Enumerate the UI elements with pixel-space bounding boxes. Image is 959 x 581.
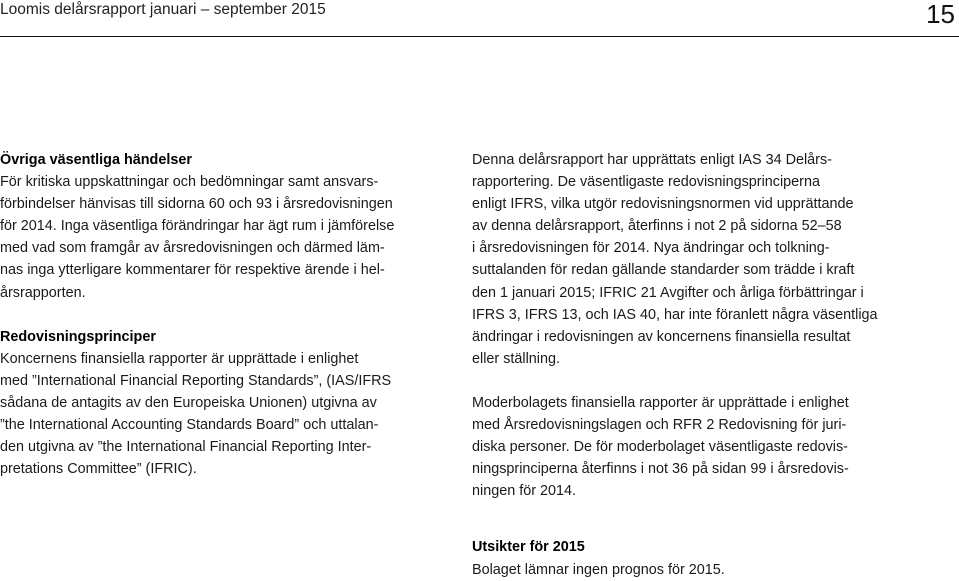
body-text-line: ningsprinciperna återfinns i not 36 på sidan 99 i årsredovis- xyxy=(472,461,849,478)
body-text-line: för 2014. Inga väsentliga förändringar har ägt rum i jämförelse xyxy=(0,218,395,235)
section-heading-utsikter: Utsikter för 2015 xyxy=(472,539,585,556)
body-text-line: i årsredovisningen för 2014. Nya ändringar och tolkning- xyxy=(472,240,830,257)
body-text-line: Koncernens finansiella rapporter är upprättade i enlighet xyxy=(0,350,359,367)
body-text-line: rapportering. De väsentligaste redovisningsprinciperna xyxy=(472,174,820,191)
left-column xyxy=(0,149,440,480)
header-divider xyxy=(0,36,959,37)
page-number: 15 xyxy=(926,0,955,29)
body-text-line: den utgivna av ”the International Financial Reporting Inter- xyxy=(0,439,372,456)
body-text-line: förbindelser hänvisas till sidorna 60 och 93 i årsredovisningen xyxy=(0,196,393,213)
body-text-line: IFRS 3, IFRS 13, och IAS 40, har inte föranlett några väsentliga xyxy=(472,306,878,323)
body-text-line: enligt IFRS, vilka utgör redovisningsnormen vid upprättande xyxy=(472,196,854,213)
body-text-line: diska personer. De för moderbolaget väsentligaste redovis- xyxy=(472,439,848,456)
body-text-line: Moderbolagets finansiella rapporter är upprättade i enlighet xyxy=(472,394,849,411)
paragraph-spacer xyxy=(0,304,440,326)
body-text-line: Bolaget lämnar ingen prognos för 2015. xyxy=(472,561,725,578)
body-text-line: med Årsredovisningslagen och RFR 2 Redovisning för juri- xyxy=(472,417,847,434)
body-text-line: sådana de antagits av den Europeiska Unionen) utgivna av xyxy=(0,394,377,411)
body-text-line: För kritiska uppskattningar och bedömningar samt ansvars- xyxy=(0,174,379,191)
body-text-line: ändringar i redovisningen av koncernens finansiella resultat xyxy=(472,328,851,345)
body-text-line: Denna delårsrapport har upprättats enligt IAS 34 Delårs- xyxy=(472,152,832,168)
report-title: Loomis delårsrapport januari – september 2015 xyxy=(0,1,326,18)
body-text-line: eller ställning. xyxy=(472,350,560,367)
paragraph-spacer xyxy=(472,370,942,392)
right-column xyxy=(472,149,942,581)
body-text-line: den 1 januari 2015; IFRIC 21 Avgifter och årliga förbättringar i xyxy=(472,284,864,301)
body-text-line: pretations Committee” (IFRIC). xyxy=(0,461,197,478)
body-text-line: nas inga ytterligare kommentarer för respektive ärende i hel- xyxy=(0,262,385,279)
paragraph-spacer xyxy=(472,502,942,536)
body-text-line: med ”International Financial Reporting Standards”, (IAS/IFRS xyxy=(0,372,392,389)
body-text-line: ”the International Accounting Standards Board” och uttalan- xyxy=(0,417,379,434)
section-heading-ovriga-handelser: Övriga väsentliga händelser xyxy=(0,152,192,168)
body-text-line: suttalanden för redan gällande standarder som trädde i kraft xyxy=(472,262,855,279)
body-text-line: av denna delårsrapport, återfinns i not 2 på sidorna 52–58 xyxy=(472,218,842,235)
section-heading-redovisningsprinciper: Redovisningsprinciper xyxy=(0,328,156,345)
body-text-line: med vad som framgår av årsredovisningen och därmed läm- xyxy=(0,240,385,257)
body-text-line: ningen för 2014. xyxy=(472,483,577,500)
body-text-line: årsrapporten. xyxy=(0,284,86,301)
